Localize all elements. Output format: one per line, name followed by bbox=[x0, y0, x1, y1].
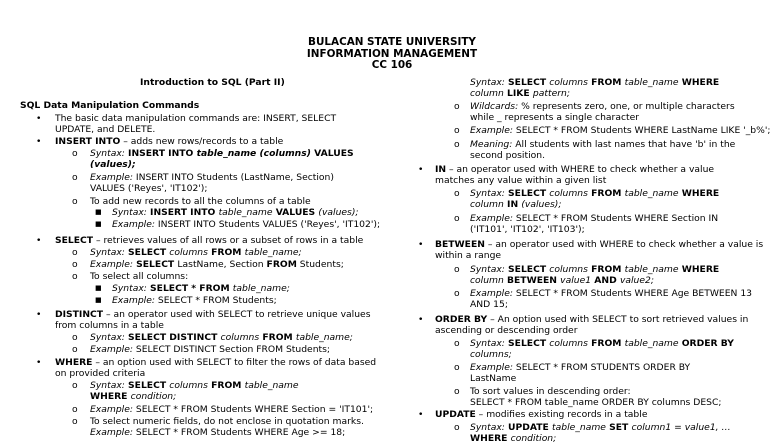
distinct-item-cont: from columns in a table bbox=[55, 320, 164, 331]
circle-bullet: o bbox=[72, 416, 78, 427]
orderby-item: ORDER BY – An option used with SELECT to sort retrieved values in bbox=[435, 314, 749, 325]
select-all: To select all columns: bbox=[90, 271, 189, 282]
between-syntax-cont: column BETWEEN value1 AND value2; bbox=[470, 275, 654, 286]
university-name: BULACAN STATE UNIVERSITY bbox=[308, 36, 476, 48]
orderby-example: Example: SELECT * FROM STUDENTS ORDER BY bbox=[470, 362, 691, 373]
bullet-dot: • bbox=[418, 314, 424, 325]
in-syntax-cont: column IN (values); bbox=[470, 199, 562, 210]
circle-bullet: o bbox=[72, 196, 78, 207]
orderby-desc-sort: To sort values in descending order: bbox=[470, 386, 631, 397]
distinct-syntax: Syntax: SELECT DISTINCT columns FROM table_name; bbox=[90, 332, 353, 343]
circle-bullet: o bbox=[454, 139, 460, 150]
orderby-item-cont: ascending or descending order bbox=[435, 325, 578, 336]
insert-syntax-cont: (values); bbox=[90, 159, 136, 170]
circle-bullet: o bbox=[454, 386, 460, 397]
in-example-cont: ('IT101', 'IT102', 'IT103'); bbox=[470, 224, 585, 235]
lesson-title: Introduction to SQL (Part II) bbox=[140, 77, 285, 88]
distinct-item: DISTINCT – an operator used with SELECT to retrieve unique values bbox=[55, 309, 371, 320]
circle-bullet: o bbox=[454, 213, 460, 224]
where-item-cont: on provided criteria bbox=[55, 368, 146, 379]
circle-bullet: o bbox=[454, 288, 460, 299]
insert-all-example: Example: INSERT INTO Students VALUES ('Reyes', 'IT102'); bbox=[112, 219, 381, 230]
circle-bullet: o bbox=[72, 332, 78, 343]
like-meaning-cont: second position. bbox=[470, 150, 545, 161]
wildcards: Wildcards: % represents zero, one, or multiple characters bbox=[470, 101, 735, 112]
in-syntax: Syntax: SELECT columns FROM table_name WHERE bbox=[470, 188, 720, 199]
insert-all: To add new records to all the columns of a table bbox=[90, 196, 311, 207]
like-syntax: Syntax: SELECT columns FROM table_name WHERE bbox=[470, 77, 720, 88]
bullet-dot: • bbox=[418, 239, 424, 250]
circle-bullet: o bbox=[72, 148, 78, 159]
insert-example: Example: INSERT INTO Students (LastName, Section) bbox=[90, 172, 334, 183]
bullet-dot: • bbox=[36, 357, 42, 368]
between-item: BETWEEN – an operator used with WHERE to check whether a value is bbox=[435, 239, 764, 250]
square-bullet: ■ bbox=[95, 208, 102, 216]
circle-bullet: o bbox=[72, 259, 78, 270]
square-bullet: ■ bbox=[95, 284, 102, 292]
like-example: Example: SELECT * FROM Students WHERE LastName LIKE '_b%'; bbox=[470, 125, 771, 136]
bullet-dot: • bbox=[36, 136, 42, 147]
where-numeric-example: Example: SELECT * FROM Students WHERE Age >= 18; bbox=[90, 427, 346, 438]
intro-line: The basic data manipulation commands are: INSERT, SELECT bbox=[55, 113, 337, 124]
square-bullet: ■ bbox=[95, 220, 102, 228]
insert-all-syntax: Syntax: INSERT INTO table_name VALUES (values); bbox=[112, 207, 359, 218]
in-item: IN – an operator used with WHERE to check whether a value bbox=[435, 164, 715, 175]
insert-syntax: Syntax: INSERT INTO table_name (columns) VALUES bbox=[90, 148, 354, 159]
update-syntax: Syntax: UPDATE table_name SET column1 = value1, … bbox=[470, 422, 731, 433]
circle-bullet: o bbox=[454, 362, 460, 373]
between-item-cont: within a range bbox=[435, 250, 502, 261]
update-item: UPDATE – modifies existing records in a table bbox=[435, 409, 648, 420]
circle-bullet: o bbox=[454, 264, 460, 275]
bullet-dot: • bbox=[36, 309, 42, 320]
select-all-syntax: Syntax: SELECT * FROM table_name; bbox=[112, 283, 290, 294]
circle-bullet: o bbox=[454, 125, 460, 136]
circle-bullet: o bbox=[72, 172, 78, 183]
distinct-example: Example: SELECT DISTINCT Section FROM Students; bbox=[90, 344, 331, 355]
circle-bullet: o bbox=[72, 404, 78, 415]
where-example: Example: SELECT * FROM Students WHERE Section = 'IT101'; bbox=[90, 404, 374, 415]
circle-bullet: o bbox=[454, 101, 460, 112]
document-header bbox=[0, 37, 784, 72]
course-code: CC 106 bbox=[371, 59, 413, 71]
circle-bullet: o bbox=[72, 344, 78, 355]
select-all-example: Example: SELECT * FROM Students; bbox=[112, 295, 277, 306]
wildcards-cont: while _ represents a single character bbox=[470, 112, 640, 123]
select-item: SELECT – retrieves values of all rows or a subset of rows in a table bbox=[55, 235, 364, 246]
orderby-syntax-cont: columns; bbox=[470, 349, 512, 360]
intro-line: UPDATE, and DELETE. bbox=[55, 124, 156, 135]
orderby-syntax: Syntax: SELECT columns FROM table_name ORDER BY bbox=[470, 338, 734, 349]
bullet-dot: • bbox=[418, 409, 424, 420]
circle-bullet: o bbox=[72, 271, 78, 282]
section-heading: SQL Data Manipulation Commands bbox=[20, 100, 200, 111]
orderby-example-cont: LastName bbox=[470, 373, 517, 384]
course-title: INFORMATION MANAGEMENT bbox=[306, 47, 478, 60]
bullet-dot: • bbox=[36, 235, 42, 246]
like-syntax-cont: column LIKE pattern; bbox=[470, 88, 570, 99]
circle-bullet: o bbox=[454, 338, 460, 349]
between-example-cont: AND 15; bbox=[470, 299, 508, 310]
circle-bullet: o bbox=[454, 188, 460, 199]
where-syntax-cont: WHERE condition; bbox=[90, 391, 177, 402]
where-numeric: To select numeric fields, do not enclose in quotation marks. bbox=[90, 416, 364, 427]
circle-bullet: o bbox=[72, 380, 78, 391]
where-syntax: Syntax: SELECT columns FROM table_name bbox=[90, 380, 299, 391]
circle-bullet: o bbox=[454, 422, 460, 433]
between-syntax: Syntax: SELECT columns FROM table_name WHERE bbox=[470, 264, 720, 275]
like-meaning: Meaning: All students with last names that have 'b' in the bbox=[470, 139, 736, 150]
select-example: Example: SELECT LastName, Section FROM Students; bbox=[90, 259, 344, 270]
square-bullet: ■ bbox=[95, 296, 102, 304]
select-syntax: Syntax: SELECT columns FROM table_name; bbox=[90, 247, 302, 258]
where-item: WHERE – an option used with SELECT to filter the rows of data based bbox=[55, 357, 377, 368]
bullet-dot: • bbox=[36, 113, 42, 124]
insert-example-cont: VALUES ('Reyes', 'IT102'); bbox=[90, 183, 208, 194]
insert-item: INSERT INTO – adds new rows/records to a table bbox=[55, 136, 284, 147]
in-example: Example: SELECT * FROM Students WHERE Section IN bbox=[470, 213, 719, 224]
circle-bullet: o bbox=[72, 247, 78, 258]
update-syntax-cont: WHERE condition; bbox=[470, 433, 557, 444]
orderby-desc-sort-example: SELECT * FROM table_name ORDER BY columns DESC; bbox=[470, 397, 722, 408]
in-item-cont: matches any value within a given list bbox=[435, 175, 607, 186]
between-example: Example: SELECT * FROM Students WHERE Age BETWEEN 13 bbox=[470, 288, 753, 299]
bullet-dot: • bbox=[418, 164, 424, 175]
